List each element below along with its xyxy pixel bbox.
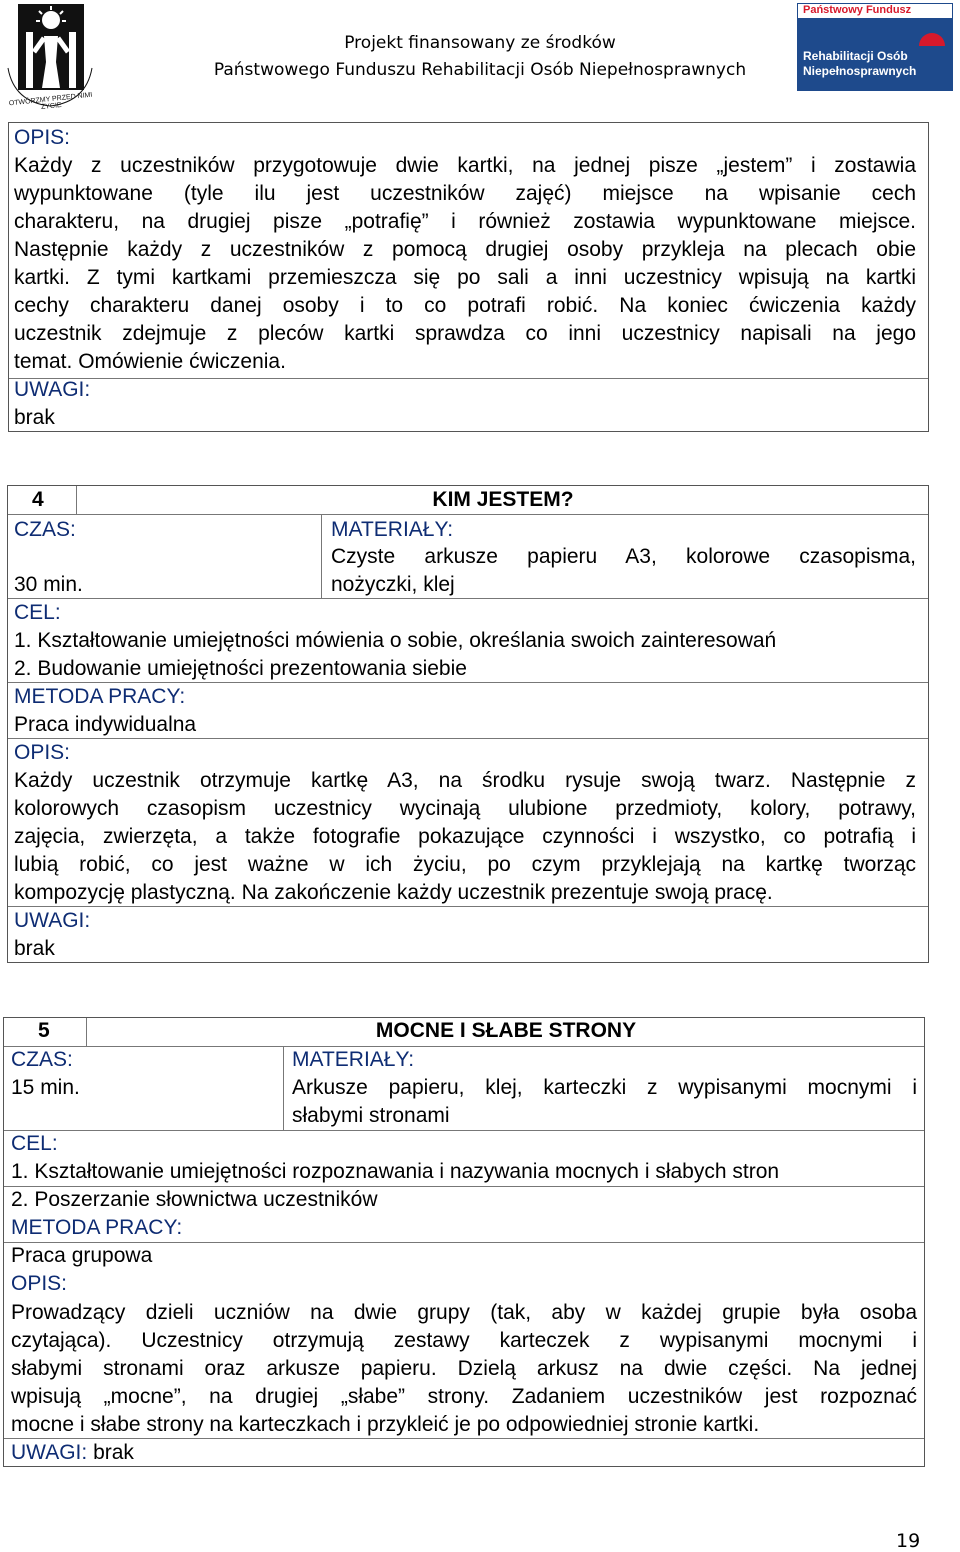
materialy-label: MATERIAŁY:	[331, 518, 454, 541]
uwagi-row	[11, 1439, 134, 1467]
opis-line: charakteru, na drugiej pisze „potrafię” i również zostawia wypunktowane miejsce.	[14, 210, 916, 233]
metoda-label: METODA PRACY:	[11, 1216, 183, 1239]
opis-label: OPIS:	[14, 126, 71, 149]
uwagi-value: brak	[93, 1441, 134, 1464]
header-line-1: Projekt finansowany ze środków	[344, 33, 616, 53]
cel-item: 2. Budowanie umiejętności prezentowania siebie	[14, 657, 467, 680]
opis-line: kartki. Z tymi kartkami przemieszcza się po sali a inni uczestnicy wpisują na kartki	[14, 266, 916, 289]
materialy-line: słabymi stronami	[292, 1104, 450, 1127]
page-number: 19	[896, 1530, 921, 1552]
opis-line: czytająca). Uczestnicy otrzymują zestawy karteczek z wypisanymi mocnymi i	[11, 1329, 917, 1352]
opis-line: kolorowych czasopism uczestnicy wycinają ulubione przedmioty, kolory, potrawy,	[14, 797, 916, 820]
pfron-logo	[797, 3, 953, 91]
materialy-line: Czyste arkusze papieru A3, kolorowe czasopisma,	[331, 545, 916, 568]
cel-item: 1. Kształtowanie umiejętności mówienia o sobie, określania swoich zainteresowań	[14, 629, 777, 652]
opis-line: cechy charakteru danej osoby i to co potrafi robić. Na koniec ćwiczenia każdy	[14, 294, 916, 317]
opis-line: lubią robić, co jest ważne w ich życiu, po czym przyklejają na kartkę tworząc	[14, 853, 916, 876]
materialy-label: MATERIAŁY:	[292, 1048, 415, 1071]
cel-item: 1. Kształtowanie umiejętności rozpoznawania i nazywania mocnych i słabych stron	[11, 1160, 780, 1183]
pfron-text-2: Niepełnosprawnych	[803, 64, 917, 78]
czas-label: CZAS:	[11, 1048, 73, 1071]
activity-title: MOCNE I SŁABE STRONY	[375, 1019, 637, 1042]
metoda-label: METODA PRACY:	[14, 685, 186, 708]
czas-value: 15 min.	[11, 1076, 80, 1099]
pfron-top-text: Państwowy Fundusz	[803, 4, 912, 16]
materialy-line: Arkusze papieru, klej, karteczki z wypisanymi mocnymi i	[292, 1076, 917, 1099]
metoda-value: Praca grupowa	[11, 1244, 153, 1267]
opis-line: Każdy uczestnik otrzymuje kartkę A3, na środku rysuje swoją twarz. Następnie z	[14, 769, 916, 792]
opis-line-last: mocne i słabe strony na karteczkach i przykleić je po odpowiedniej stronie kartki.	[11, 1413, 760, 1436]
opis-line: Następnie każdy z uczestników z pomocą drugiej osoby przykleja na plecach obie	[14, 238, 916, 261]
opis-line-last: temat. Omówienie ćwiczenia.	[14, 350, 286, 373]
opis-line-last: kompozycję plastyczną. Na zakończenie każdy uczestnik prezentuje swoją pracę.	[14, 881, 773, 904]
uwagi-value: brak	[14, 937, 55, 960]
cel-label: CEL:	[14, 601, 61, 624]
activity-number: 4	[32, 488, 44, 511]
logo-left-caption: OTWÓRZMY PRZED NIMI ŻYCIE	[8, 91, 93, 112]
opis-label: OPIS:	[11, 1272, 68, 1295]
czas-label: CZAS:	[14, 518, 76, 541]
uwagi-label: UWAGI:	[11, 1441, 88, 1464]
activity-title: KIM JESTEM?	[432, 488, 574, 511]
cel-item: 2. Poszerzanie słownictwa uczestników	[11, 1188, 378, 1211]
opis-line: Prowadzący dzieli uczniów na dwie grupy (tak, aby w każdej grupie była osoba	[11, 1301, 917, 1324]
opis-line: słabymi stronami oraz arkusze papieru. Dzielą arkusz na dwie części. Na jednej	[11, 1357, 917, 1380]
uwagi-label: UWAGI:	[14, 909, 91, 932]
czas-value: 30 min.	[14, 573, 83, 596]
metoda-value: Praca indywidualna	[14, 713, 197, 736]
pfron-text-1: Rehabilitacji Osób	[803, 49, 908, 63]
uwagi-label: UWAGI:	[14, 378, 91, 401]
header-line-2: Państwowego Funduszu Rehabilitacji Osób Niepełnosprawnych	[213, 60, 747, 80]
opis-label: OPIS:	[14, 741, 71, 764]
uwagi-value: brak	[14, 406, 55, 429]
opis-line: zajęcia, zwierzęta, a także fotografie pokazujące czynności i wszystko, co potrafią i	[14, 825, 916, 848]
opis-line: wypunktowane (tyle ilu jest uczestników zajęć) miejsce na wpisanie cech	[14, 182, 916, 205]
opis-line: wpisują „mocne”, na drugiej „słabe” strony. Zadaniem uczestników jest rozpoznać	[11, 1385, 917, 1408]
opis-line: Każdy z uczestników przygotowuje dwie kartki, na jednej pisze „jestem” i zostawia	[14, 154, 916, 177]
opis-line: uczestnik zdejmuje z pleców kartki sprawdza co inni uczestnicy napisali na jego	[14, 322, 916, 345]
cel-label: CEL:	[11, 1132, 58, 1155]
materialy-line: nożyczki, klej	[331, 573, 455, 596]
activity-number: 5	[38, 1019, 50, 1042]
